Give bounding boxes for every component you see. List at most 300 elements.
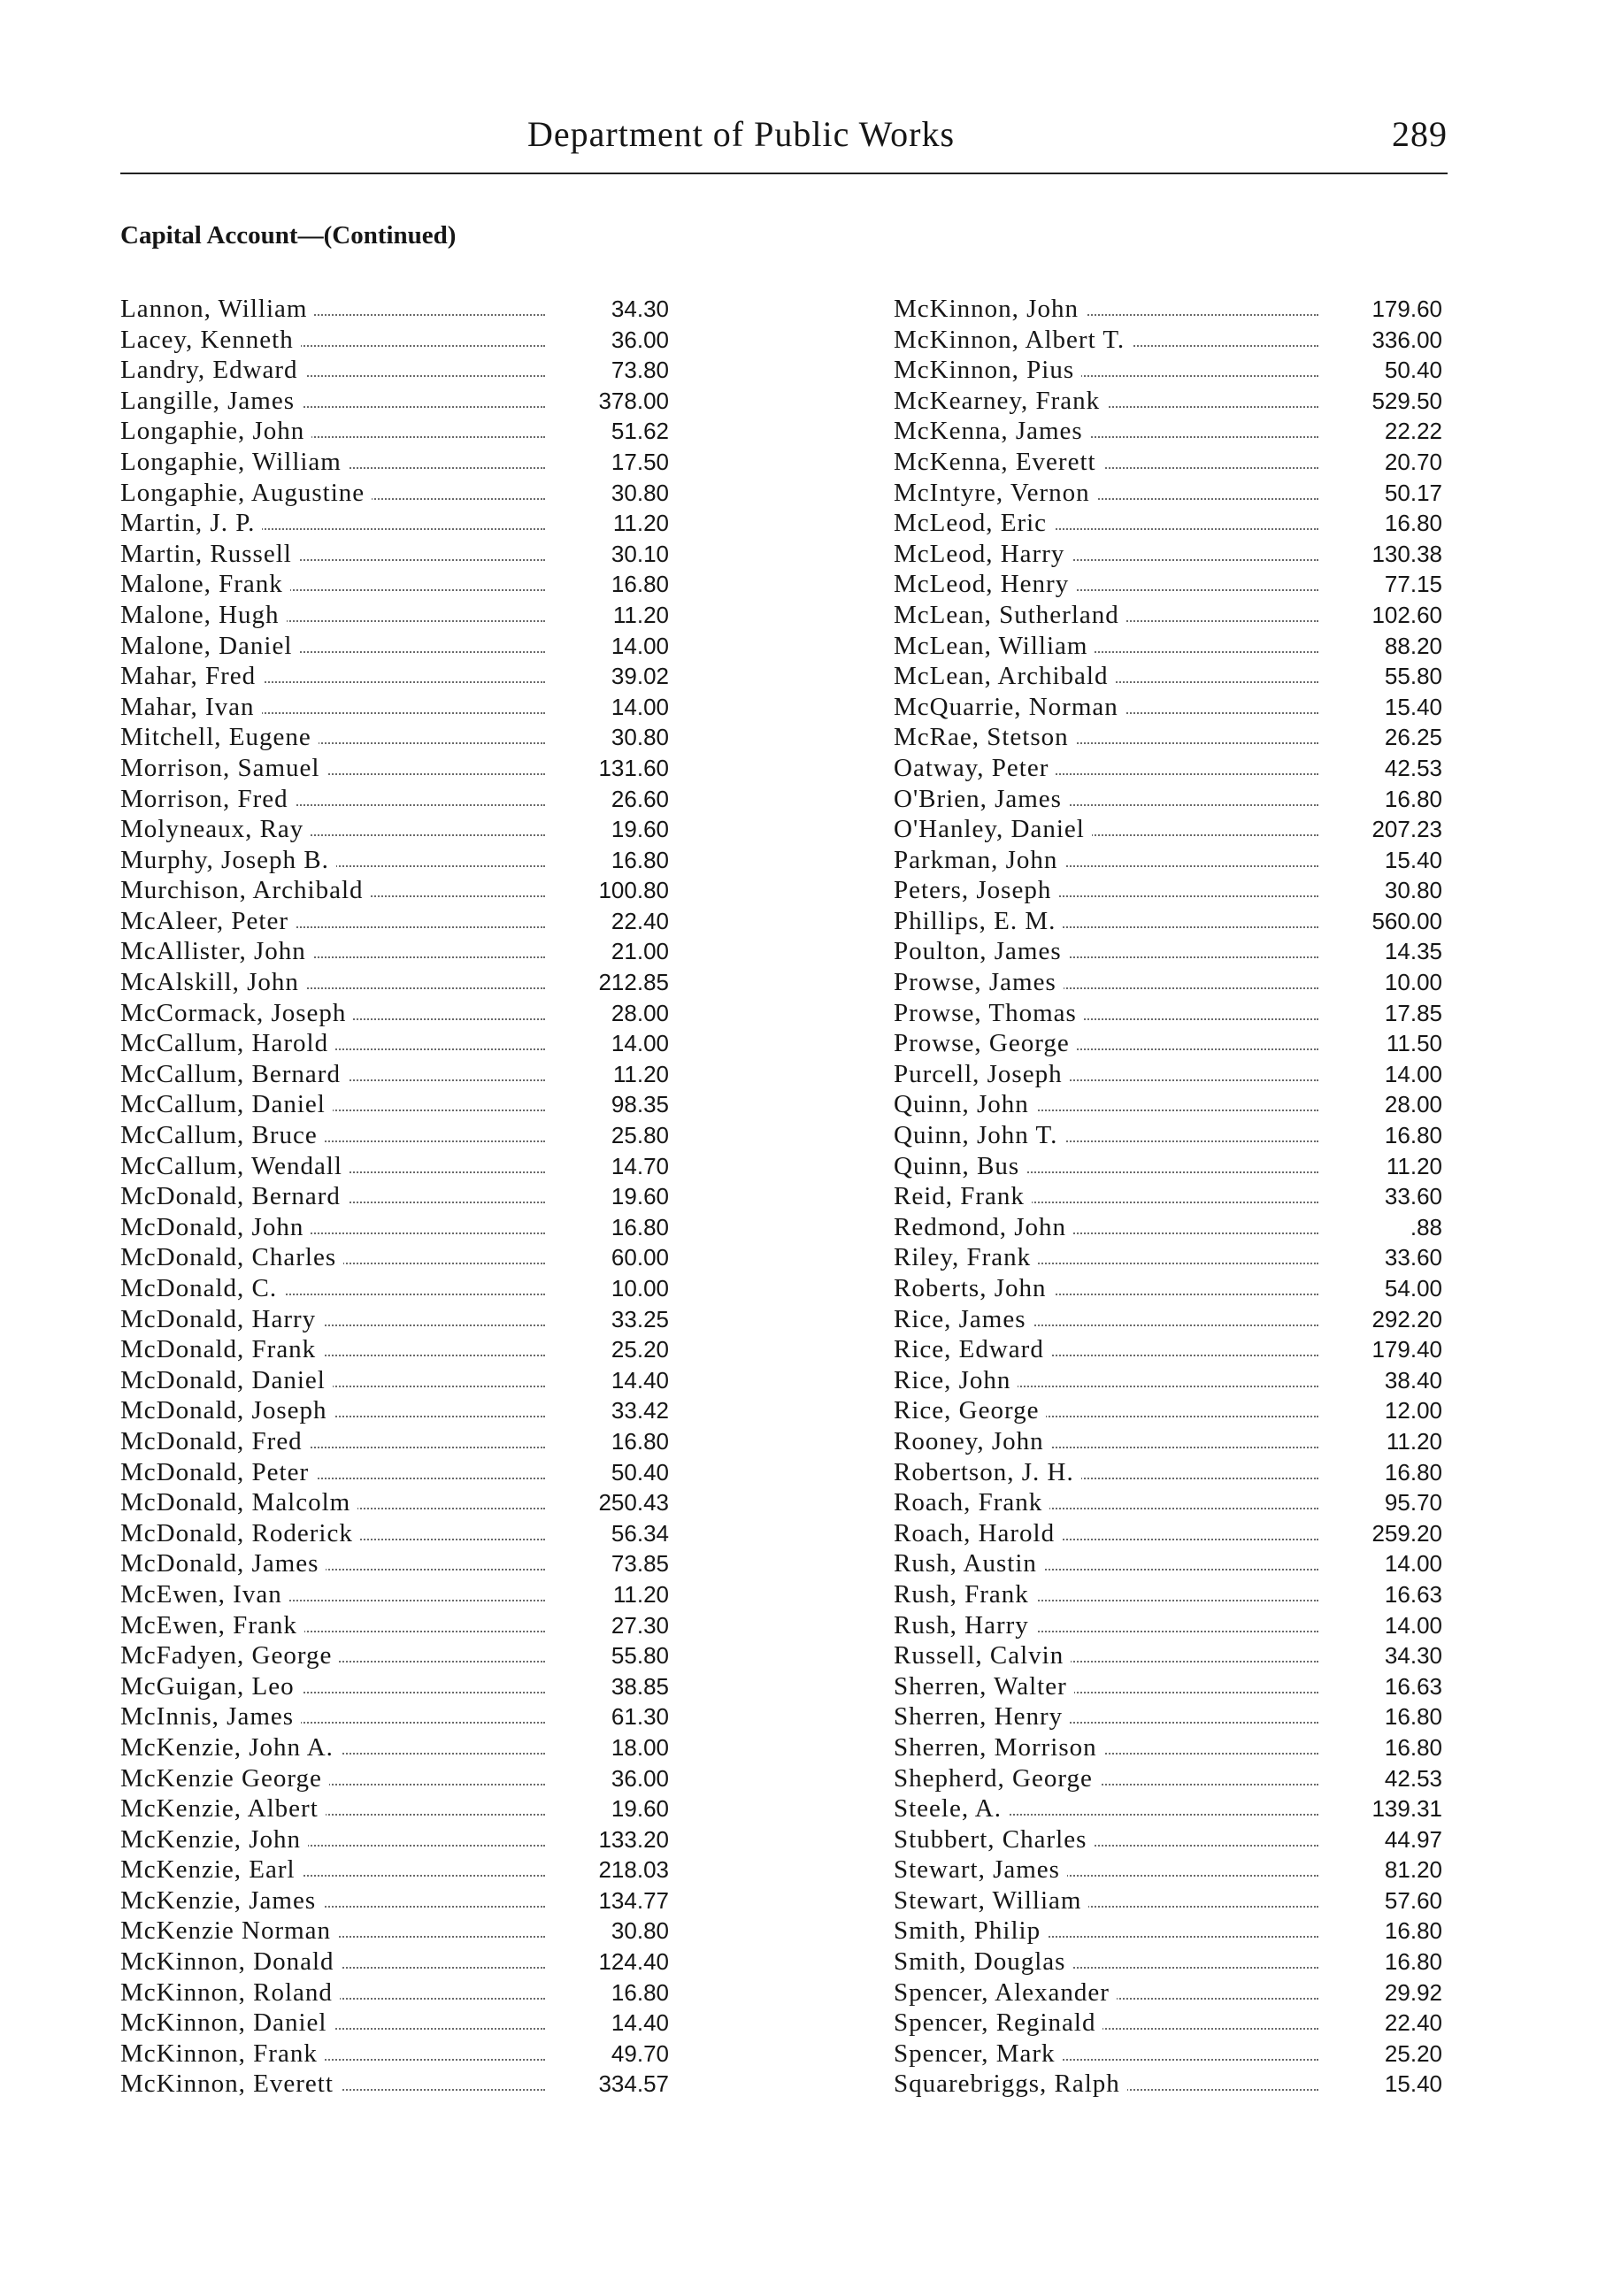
entry-amount: 60.00 <box>611 1244 669 1271</box>
list-item <box>120 447 669 478</box>
entry-amount: 77.15 <box>1384 571 1442 598</box>
entry-amount: 51.62 <box>611 418 669 445</box>
list-item <box>120 1028 669 1059</box>
entry-name: Malone, Hugh <box>120 600 287 631</box>
list-item <box>894 1977 1442 2008</box>
entry-amount: 36.00 <box>611 1764 669 1792</box>
entry-amount: 133.20 <box>598 1825 669 1853</box>
entry-amount: 16.80 <box>611 1427 669 1455</box>
entry-amount: 11.20 <box>612 1580 669 1608</box>
list-item <box>120 1304 669 1335</box>
entry-name: Rush, Harry <box>894 1610 1036 1641</box>
entry-name: McCallum, Daniel <box>120 1089 333 1120</box>
entry-amount: 14.70 <box>611 1152 669 1179</box>
list-item <box>120 325 669 356</box>
list-item <box>120 1089 669 1120</box>
entry-amount: 529.50 <box>1371 387 1442 414</box>
list-item <box>120 753 669 784</box>
list-item <box>120 1977 669 2008</box>
entry-name: McDonald, Bernard <box>120 1181 348 1212</box>
entry-name: McKenzie, Earl <box>120 1854 303 1885</box>
list-item <box>120 1640 669 1671</box>
entry-name: McAleer, Peter <box>120 906 296 937</box>
list-item <box>120 1365 669 1396</box>
entry-amount: 250.43 <box>598 1489 669 1517</box>
entry-amount: 14.40 <box>611 2009 669 2037</box>
entry-name: McEwen, Ivan <box>120 1579 289 1610</box>
entry-name: Sherren, Morrison <box>894 1732 1104 1763</box>
list-item <box>894 1212 1442 1243</box>
entry-amount: 33.25 <box>611 1305 669 1332</box>
entry-amount: 10.00 <box>1384 969 1442 996</box>
entry-name: McCormack, Joseph <box>120 998 353 1029</box>
list-item <box>894 2008 1442 2039</box>
entry-name: McKenzie, Albert <box>120 1793 326 1824</box>
entry-name: McCallum, Bernard <box>120 1059 348 1090</box>
entry-amount: 14.00 <box>1384 1060 1442 1087</box>
entry-name: McKearney, Frank <box>894 386 1107 417</box>
entry-amount: 16.80 <box>1384 1703 1442 1731</box>
entry-name: Quinn, John T. <box>894 1120 1064 1151</box>
entry-amount: 17.50 <box>611 448 669 475</box>
entry-amount: 18.00 <box>611 1733 669 1761</box>
list-item <box>120 1610 669 1641</box>
entry-amount: 17.85 <box>1384 999 1442 1026</box>
entry-name: Stewart, James <box>894 1854 1067 1885</box>
list-item <box>894 1518 1442 1549</box>
entry-amount: 22.22 <box>1384 418 1442 445</box>
entry-amount: 14.00 <box>611 693 669 720</box>
entry-amount: 100.80 <box>598 877 669 904</box>
entry-name: McFadyen, George <box>120 1640 339 1671</box>
entry-amount: 81.20 <box>1384 1856 1442 1884</box>
entry-amount: 25.20 <box>611 1336 669 1363</box>
entry-name: McKinnon, Donald <box>120 1947 342 1977</box>
list-item <box>894 1395 1442 1426</box>
entry-name: McGuigan, Leo <box>120 1671 302 1702</box>
list-item <box>894 2039 1442 2069</box>
entry-name: McKenna, Everett <box>894 447 1103 478</box>
list-item <box>894 998 1442 1029</box>
list-item <box>120 1916 669 1947</box>
entry-name: Mahar, Ivan <box>120 692 262 723</box>
entry-amount: 16.80 <box>1384 1458 1442 1486</box>
list-item <box>120 1334 669 1365</box>
entry-amount: 11.50 <box>1386 1030 1442 1057</box>
list-item <box>120 1854 669 1885</box>
list-item <box>894 569 1442 600</box>
list-item <box>120 875 669 906</box>
list-item <box>894 478 1442 509</box>
entry-amount: 16.80 <box>611 1978 669 2006</box>
entry-name: Mitchell, Eugene <box>120 722 319 753</box>
entry-amount: 42.53 <box>1384 1764 1442 1792</box>
entry-amount: 259.20 <box>1371 1519 1442 1547</box>
list-item <box>120 294 669 325</box>
section-title: Capital Account—(Continued) <box>120 221 457 250</box>
list-item <box>894 508 1442 539</box>
entry-amount: 33.60 <box>1384 1244 1442 1271</box>
entry-name: Langille, James <box>120 386 302 417</box>
entry-name: Smith, Douglas <box>894 1947 1072 1977</box>
entry-amount: 33.60 <box>1384 1183 1442 1210</box>
entry-amount: 73.80 <box>611 357 669 384</box>
entry-name: Peters, Joseph <box>894 875 1058 906</box>
list-item <box>894 294 1442 325</box>
list-item <box>120 2039 669 2069</box>
entry-name: McLean, William <box>894 631 1095 662</box>
entry-amount: 39.02 <box>611 663 669 690</box>
left-column <box>120 294 669 2100</box>
entry-amount: 57.60 <box>1384 1886 1442 1914</box>
list-item <box>120 386 669 417</box>
entry-amount: 50.40 <box>611 1458 669 1486</box>
page-title: Department of Public Works <box>527 114 956 154</box>
entry-amount: 21.00 <box>611 938 669 965</box>
list-item <box>894 784 1442 815</box>
entry-amount: 27.30 <box>611 1611 669 1639</box>
list-item <box>894 1151 1442 1182</box>
entry-amount: 16.80 <box>1384 785 1442 812</box>
list-item <box>894 1701 1442 1732</box>
list-item <box>120 569 669 600</box>
list-item <box>894 1365 1442 1396</box>
list-item <box>120 1548 669 1579</box>
entry-amount: 14.00 <box>611 1030 669 1057</box>
list-item <box>894 814 1442 845</box>
list-item <box>894 1120 1442 1151</box>
entry-amount: 20.70 <box>1384 448 1442 475</box>
list-item <box>120 692 669 723</box>
entry-name: McCallum, Wendall <box>120 1151 350 1182</box>
list-item <box>120 1671 669 1702</box>
entry-amount: 16.80 <box>611 1213 669 1240</box>
list-item <box>894 845 1442 876</box>
entry-amount: 16.63 <box>1384 1580 1442 1608</box>
entry-name: McLeod, Henry <box>894 569 1076 600</box>
list-item <box>894 906 1442 937</box>
list-item <box>894 1763 1442 1794</box>
entry-amount: 139.31 <box>1371 1795 1442 1823</box>
entry-amount: 19.60 <box>611 1795 669 1823</box>
list-item <box>120 600 669 631</box>
entry-amount: 30.10 <box>611 540 669 567</box>
entry-name: O'Brien, James <box>894 784 1069 815</box>
entry-amount: 42.53 <box>1384 754 1442 781</box>
entry-amount: 14.00 <box>611 632 669 659</box>
list-item <box>120 1120 669 1151</box>
entry-name: McDonald, James <box>120 1548 326 1579</box>
entry-name: Oatway, Peter <box>894 753 1056 784</box>
entry-name: McLeod, Harry <box>894 539 1072 570</box>
list-item <box>894 661 1442 692</box>
entry-name: McKenzie, James <box>120 1885 323 1916</box>
list-item <box>120 1701 669 1732</box>
entry-name: Roach, Harold <box>894 1518 1062 1549</box>
list-item <box>120 1793 669 1824</box>
entry-name: McKinnon, Frank <box>120 2039 325 2069</box>
list-item <box>894 1457 1442 1488</box>
list-item <box>894 1854 1442 1885</box>
entry-amount: 218.03 <box>598 1856 669 1884</box>
entry-name: Morrison, Fred <box>120 784 296 815</box>
entry-name: Landry, Edward <box>120 355 305 386</box>
entry-amount: 336.00 <box>1371 326 1442 353</box>
entry-name: Spencer, Alexander <box>894 1977 1117 2008</box>
entry-amount: 34.30 <box>1384 1642 1442 1670</box>
entry-amount: 16.80 <box>1384 1917 1442 1945</box>
entry-amount: 334.57 <box>598 2070 669 2098</box>
entry-amount: 26.25 <box>1384 724 1442 751</box>
entry-amount: 22.40 <box>611 907 669 934</box>
entry-amount: 30.80 <box>1384 877 1442 904</box>
list-item <box>120 998 669 1029</box>
entry-amount: 212.85 <box>598 969 669 996</box>
list-item <box>120 1426 669 1457</box>
entry-name: Longaphie, John <box>120 416 311 447</box>
entry-name: McEwen, Frank <box>120 1610 304 1641</box>
list-item <box>120 631 669 662</box>
entry-name: Shepherd, George <box>894 1763 1100 1794</box>
entry-name: Phillips, E. M. <box>894 906 1063 937</box>
entry-name: Sherren, Walter <box>894 1671 1074 1702</box>
entry-amount: 11.20 <box>1386 1427 1442 1455</box>
entry-amount: 130.38 <box>1371 540 1442 567</box>
entry-name: McDonald, Charles <box>120 1242 343 1273</box>
entry-name: Reid, Frank <box>894 1181 1032 1212</box>
entry-name: McKinnon, John <box>894 294 1086 325</box>
list-item <box>120 508 669 539</box>
list-item <box>120 814 669 845</box>
entry-amount: 30.80 <box>611 479 669 506</box>
list-item <box>120 906 669 937</box>
entry-amount: 16.80 <box>611 846 669 873</box>
entry-name: McDonald, John <box>120 1212 311 1243</box>
entry-name: Morrison, Samuel <box>120 753 327 784</box>
entry-amount: 54.00 <box>1384 1275 1442 1302</box>
entry-name: McKinnon, Everett <box>120 2069 341 2100</box>
entry-amount: 16.80 <box>1384 1948 1442 1976</box>
entry-name: Malone, Daniel <box>120 631 299 662</box>
entry-amount: 73.85 <box>611 1550 669 1578</box>
list-item <box>120 2069 669 2100</box>
entry-amount: 207.23 <box>1371 816 1442 843</box>
entry-name: McKinnon, Albert T. <box>894 325 1132 356</box>
entry-name: McAlskill, John <box>120 967 306 998</box>
entry-amount: 56.34 <box>611 1519 669 1547</box>
entry-amount: 102.60 <box>1371 601 1442 628</box>
list-item <box>894 1947 1442 1977</box>
list-item <box>894 1334 1442 1365</box>
list-item <box>894 600 1442 631</box>
list-item <box>894 936 1442 967</box>
entry-amount: 30.80 <box>611 1917 669 1945</box>
entry-name: Longaphie, William <box>120 447 349 478</box>
list-item <box>120 1732 669 1763</box>
list-item <box>894 325 1442 356</box>
entry-name: Murchison, Archibald <box>120 875 371 906</box>
entry-amount: 50.40 <box>1384 357 1442 384</box>
list-item <box>120 1457 669 1488</box>
entry-name: Murphy, Joseph B. <box>120 845 336 876</box>
entry-name: McDonald, C. <box>120 1273 284 1304</box>
entry-name: McDonald, Frank <box>120 1334 323 1365</box>
list-item <box>894 2069 1442 2100</box>
entry-name: McDonald, Roderick <box>120 1518 360 1549</box>
list-item <box>120 478 669 509</box>
entry-amount: .88 <box>1410 1213 1442 1240</box>
entry-amount: 95.70 <box>1384 1489 1442 1517</box>
entry-amount: 124.40 <box>598 1948 669 1976</box>
list-item <box>894 1824 1442 1855</box>
entry-amount: 15.40 <box>1384 693 1442 720</box>
page-header <box>120 113 1448 170</box>
entry-amount: 11.20 <box>1386 1152 1442 1179</box>
list-item <box>120 1579 669 1610</box>
entry-amount: 49.70 <box>611 2039 669 2067</box>
entry-amount: 10.00 <box>611 1275 669 1302</box>
entry-amount: 88.20 <box>1384 632 1442 659</box>
entry-name: Lannon, William <box>120 294 314 325</box>
list-item <box>894 1273 1442 1304</box>
entry-name: Malone, Frank <box>120 569 290 600</box>
entry-name: McKinnon, Daniel <box>120 2008 334 2039</box>
list-item <box>120 1395 669 1426</box>
entry-name: Riley, Frank <box>894 1242 1038 1273</box>
list-item <box>120 1824 669 1855</box>
entry-name: Rush, Frank <box>894 1579 1036 1610</box>
entry-amount: 560.00 <box>1371 907 1442 934</box>
page-number: 289 <box>1392 114 1448 154</box>
entry-amount: 30.80 <box>611 724 669 751</box>
list-item <box>120 1885 669 1916</box>
entry-name: Longaphie, Augustine <box>120 478 372 509</box>
entry-name: Robertson, J. H. <box>894 1457 1081 1488</box>
entry-amount: 11.20 <box>612 510 669 537</box>
list-item <box>894 1732 1442 1763</box>
entry-amount: 50.17 <box>1384 479 1442 506</box>
entry-amount: 11.20 <box>612 1060 669 1087</box>
entry-name: McAllister, John <box>120 936 313 967</box>
entry-name: Prowse, James <box>894 967 1064 998</box>
list-item <box>120 1763 669 1794</box>
list-item <box>894 447 1442 478</box>
right-column <box>894 294 1442 2100</box>
entry-amount: 15.40 <box>1384 846 1442 873</box>
entry-name: Parkman, John <box>894 845 1064 876</box>
entry-amount: 16.80 <box>1384 1122 1442 1149</box>
list-item <box>120 2008 669 2039</box>
list-item <box>894 1916 1442 1947</box>
entry-name: Martin, J. P. <box>120 508 262 539</box>
list-item <box>894 416 1442 447</box>
list-item <box>120 967 669 998</box>
entry-name: Rice, James <box>894 1304 1033 1335</box>
entry-amount: 16.63 <box>1384 1672 1442 1700</box>
entry-amount: 25.20 <box>1384 2039 1442 2067</box>
list-item <box>894 355 1442 386</box>
entry-amount: 98.35 <box>611 1091 669 1118</box>
list-item <box>894 1579 1442 1610</box>
entry-name: McDonald, Fred <box>120 1426 310 1457</box>
entry-name: McLeod, Eric <box>894 508 1054 539</box>
header-rule <box>120 173 1448 174</box>
list-item <box>894 875 1442 906</box>
entry-amount: 14.40 <box>611 1366 669 1394</box>
entry-name: Rice, George <box>894 1395 1046 1426</box>
list-item <box>894 1487 1442 1518</box>
entry-name: O'Hanley, Daniel <box>894 814 1092 845</box>
entry-name: McCallum, Bruce <box>120 1120 325 1151</box>
entry-amount: 292.20 <box>1371 1305 1442 1332</box>
entry-name: McRae, Stetson <box>894 722 1076 753</box>
list-item <box>894 1610 1442 1641</box>
entry-amount: 38.40 <box>1384 1366 1442 1394</box>
list-item <box>120 416 669 447</box>
entry-name: Sherren, Henry <box>894 1701 1070 1732</box>
entry-name: Purcell, Joseph <box>894 1059 1070 1090</box>
entry-name: Rice, John <box>894 1365 1018 1396</box>
list-item <box>120 845 669 876</box>
entry-name: McKenzie Norman <box>120 1916 338 1947</box>
entry-name: Spencer, Mark <box>894 2039 1063 2069</box>
entry-name: Steele, A. <box>894 1793 1009 1824</box>
entry-amount: 179.40 <box>1371 1336 1442 1363</box>
entry-name: Rooney, John <box>894 1426 1051 1457</box>
entry-name: McLean, Archibald <box>894 661 1115 692</box>
entry-amount: 34.30 <box>611 296 669 322</box>
entry-name: Redmond, John <box>894 1212 1073 1243</box>
entry-amount: 14.35 <box>1384 938 1442 965</box>
entry-amount: 22.40 <box>1384 2009 1442 2037</box>
list-item <box>894 1671 1442 1702</box>
list-item <box>120 1487 669 1518</box>
entry-amount: 16.80 <box>1384 510 1442 537</box>
list-item <box>120 1059 669 1090</box>
entry-amount: 26.60 <box>611 785 669 812</box>
entry-name: Poulton, James <box>894 936 1069 967</box>
entry-amount: 28.00 <box>1384 1091 1442 1118</box>
entry-amount: 15.40 <box>1384 2070 1442 2098</box>
entry-name: Quinn, Bus <box>894 1151 1026 1182</box>
entry-name: Roach, Frank <box>894 1487 1049 1518</box>
entry-name: Squarebriggs, Ralph <box>894 2069 1127 2100</box>
entry-name: McLean, Sutherland <box>894 600 1126 631</box>
entry-amount: 29.92 <box>1384 1978 1442 2006</box>
list-item <box>120 1242 669 1273</box>
list-item <box>894 1548 1442 1579</box>
list-item <box>120 1181 669 1212</box>
entry-name: Smith, Philip <box>894 1916 1048 1947</box>
entry-name: Quinn, John <box>894 1089 1036 1120</box>
entry-name: McQuarrie, Norman <box>894 692 1126 723</box>
entry-name: McKenzie, John A. <box>120 1732 341 1763</box>
entry-name: Prowse, George <box>894 1028 1077 1059</box>
list-item <box>120 784 669 815</box>
list-item <box>894 1089 1442 1120</box>
entry-name: Roberts, John <box>894 1273 1054 1304</box>
list-item <box>894 1242 1442 1273</box>
entry-amount: 19.60 <box>611 816 669 843</box>
list-item <box>120 1151 669 1182</box>
entry-name: McIntyre, Vernon <box>894 478 1097 509</box>
entry-amount: 44.97 <box>1384 1825 1442 1853</box>
list-item <box>894 1028 1442 1059</box>
entry-amount: 55.80 <box>1384 663 1442 690</box>
entry-name: Lacey, Kenneth <box>120 325 301 356</box>
list-item <box>894 1793 1442 1824</box>
entry-name: Rush, Austin <box>894 1548 1044 1579</box>
